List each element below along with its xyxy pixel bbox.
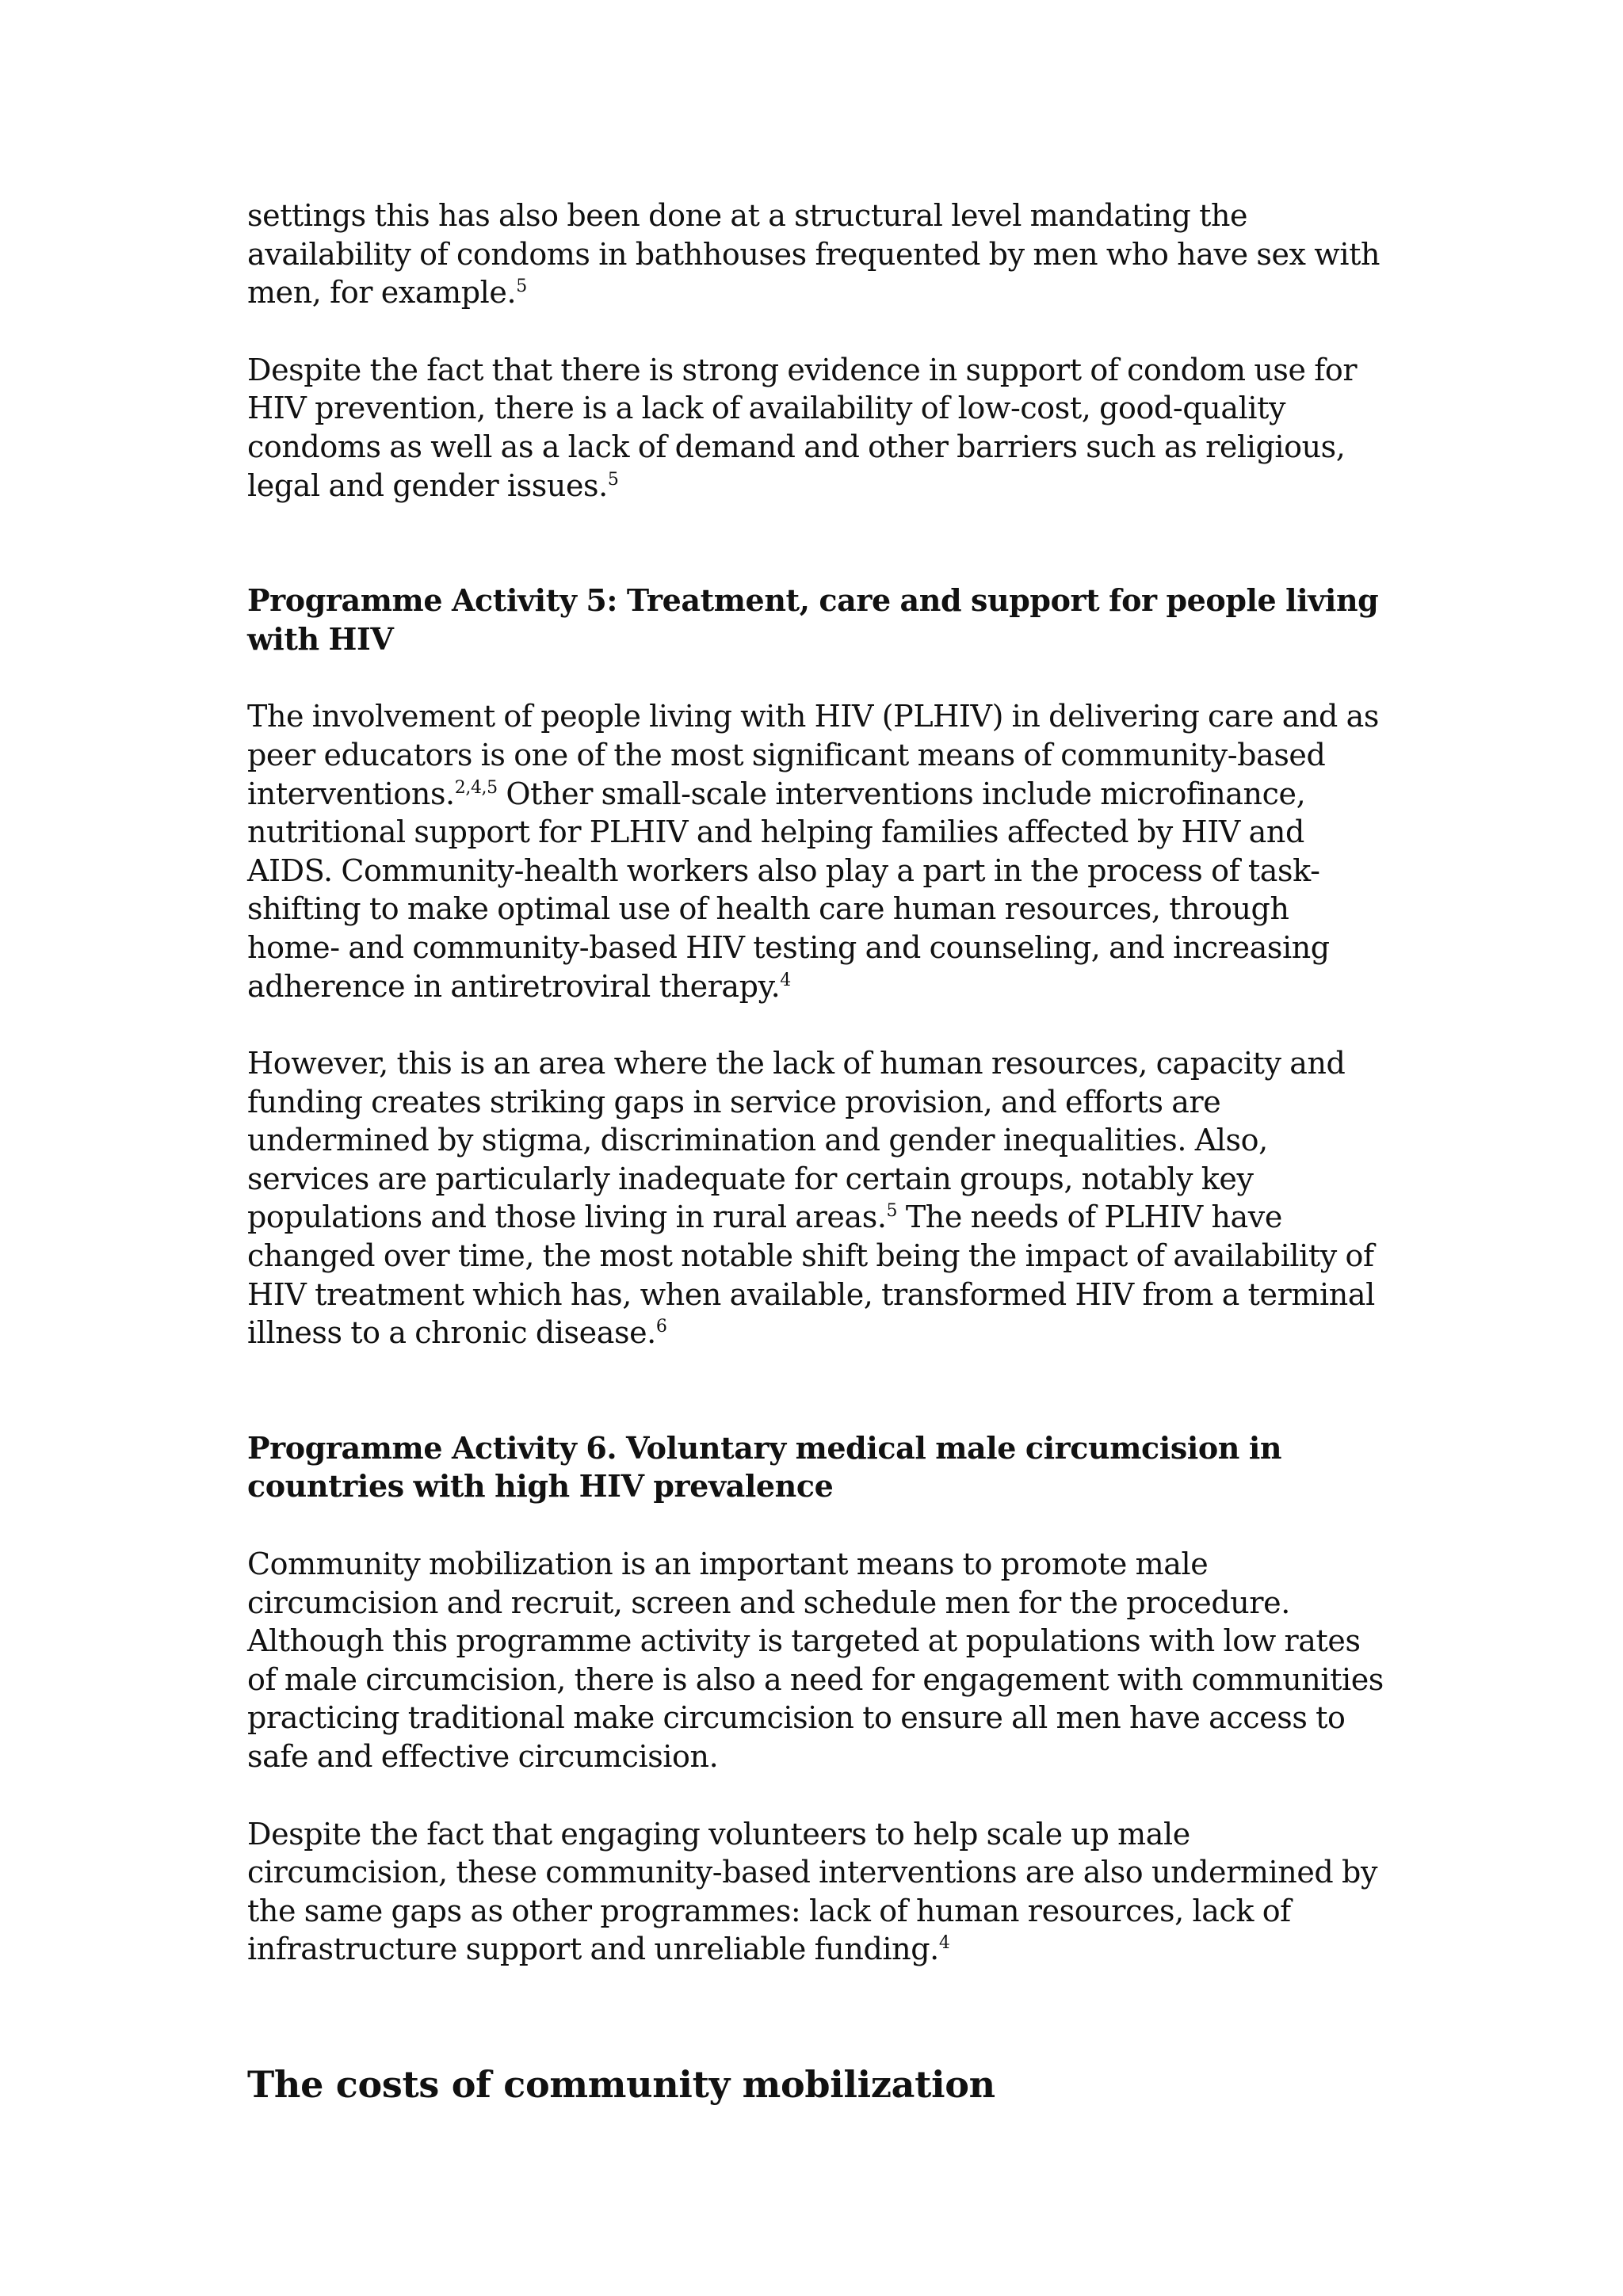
reference-superscript: 5 (886, 1201, 898, 1222)
paragraph-text: Community mobilization is an important means to promote male circumcision and recruit, screen and schedule men for the procedure. Although this programme activity is targeted at populations with low rates of male circumcision, there is also a need for engagement with communities practicing traditional make circumcision to ensure all men have access to safe and effective circumcision. (247, 1547, 1384, 1774)
paragraph-condom-barriers (247, 351, 1388, 505)
reference-superscript: 6 (655, 1317, 667, 1337)
heading-activity-5: Programme Activity 5: Treatment, care and support for people living with HIV (247, 582, 1379, 657)
paragraph-text: Despite the fact that there is strong evidence in support of condom use for HIV prevention, there is a lack of availability of low-cost, good-quality condoms as well as a lack of demand and other barriers such as religious, legal and gender issues. (247, 352, 1358, 503)
paragraph-text: Despite the fact that engaging volunteers to help scale up male circumcision, these community-based interventions are also undermined by the same gaps as other programmes: lack of human resources, lack of infrastructure support and unreliable funding. (247, 1816, 1378, 1967)
paragraph-plhiv-involvement (247, 697, 1388, 1005)
section-heading-costs: The costs of community mobilization (247, 2062, 995, 2106)
reference-superscript: 4 (780, 970, 791, 990)
paragraph-condom-structural (247, 196, 1388, 312)
reference-superscript: 5 (516, 277, 527, 297)
reference-superscript: 5 (607, 469, 619, 490)
paragraph-text: The involvement of people living with HIV (PLHIV) in delivering care and as peer educators is one of the most significant means of community-based interventions. (247, 699, 1380, 811)
heading-activity-6: Programme Activity 6. Voluntary medical male circumcision in countries with high HIV prevalence (247, 1429, 1282, 1505)
paragraph-circumcision-gaps (247, 1815, 1388, 1969)
paragraph-text: Other small-scale interventions include microfinance, nutritional support for PLHIV and helping families affected by HIV and AIDS. Community-health workers also play a part in the process of task-shifting to make optimal use of health care human resources, through home- and community-based HIV testing and counseling, and increasing adherence in antiretroviral therapy. (247, 776, 1330, 1004)
paragraph-text: However, this is an area where the lack of human resources, capacity and funding creates striking gaps in service provision, and efforts are undermined by stigma, discrimination and gender inequalities. Also, services are particularly inadequate for certain groups, notably key populations and those living in rural areas. (247, 1046, 1346, 1235)
document-page (247, 196, 1388, 2107)
reference-superscript: 4 (938, 1933, 950, 1954)
paragraph-text: The needs of PLHIV have changed over time, the most notable shift being the impact of availability of HIV treatment which has, when available, transformed HIV from a terminal illness to a chronic disease. (247, 1199, 1375, 1351)
reference-superscript: 2,4,5 (454, 777, 498, 798)
paragraph-text: settings this has also been done at a structural level mandating the availability of condoms in bathhouses frequented by men who have sex with men, for example. (247, 198, 1381, 311)
paragraph-circumcision-mobilization (247, 1545, 1388, 1776)
paragraph-service-gaps (247, 1044, 1388, 1352)
